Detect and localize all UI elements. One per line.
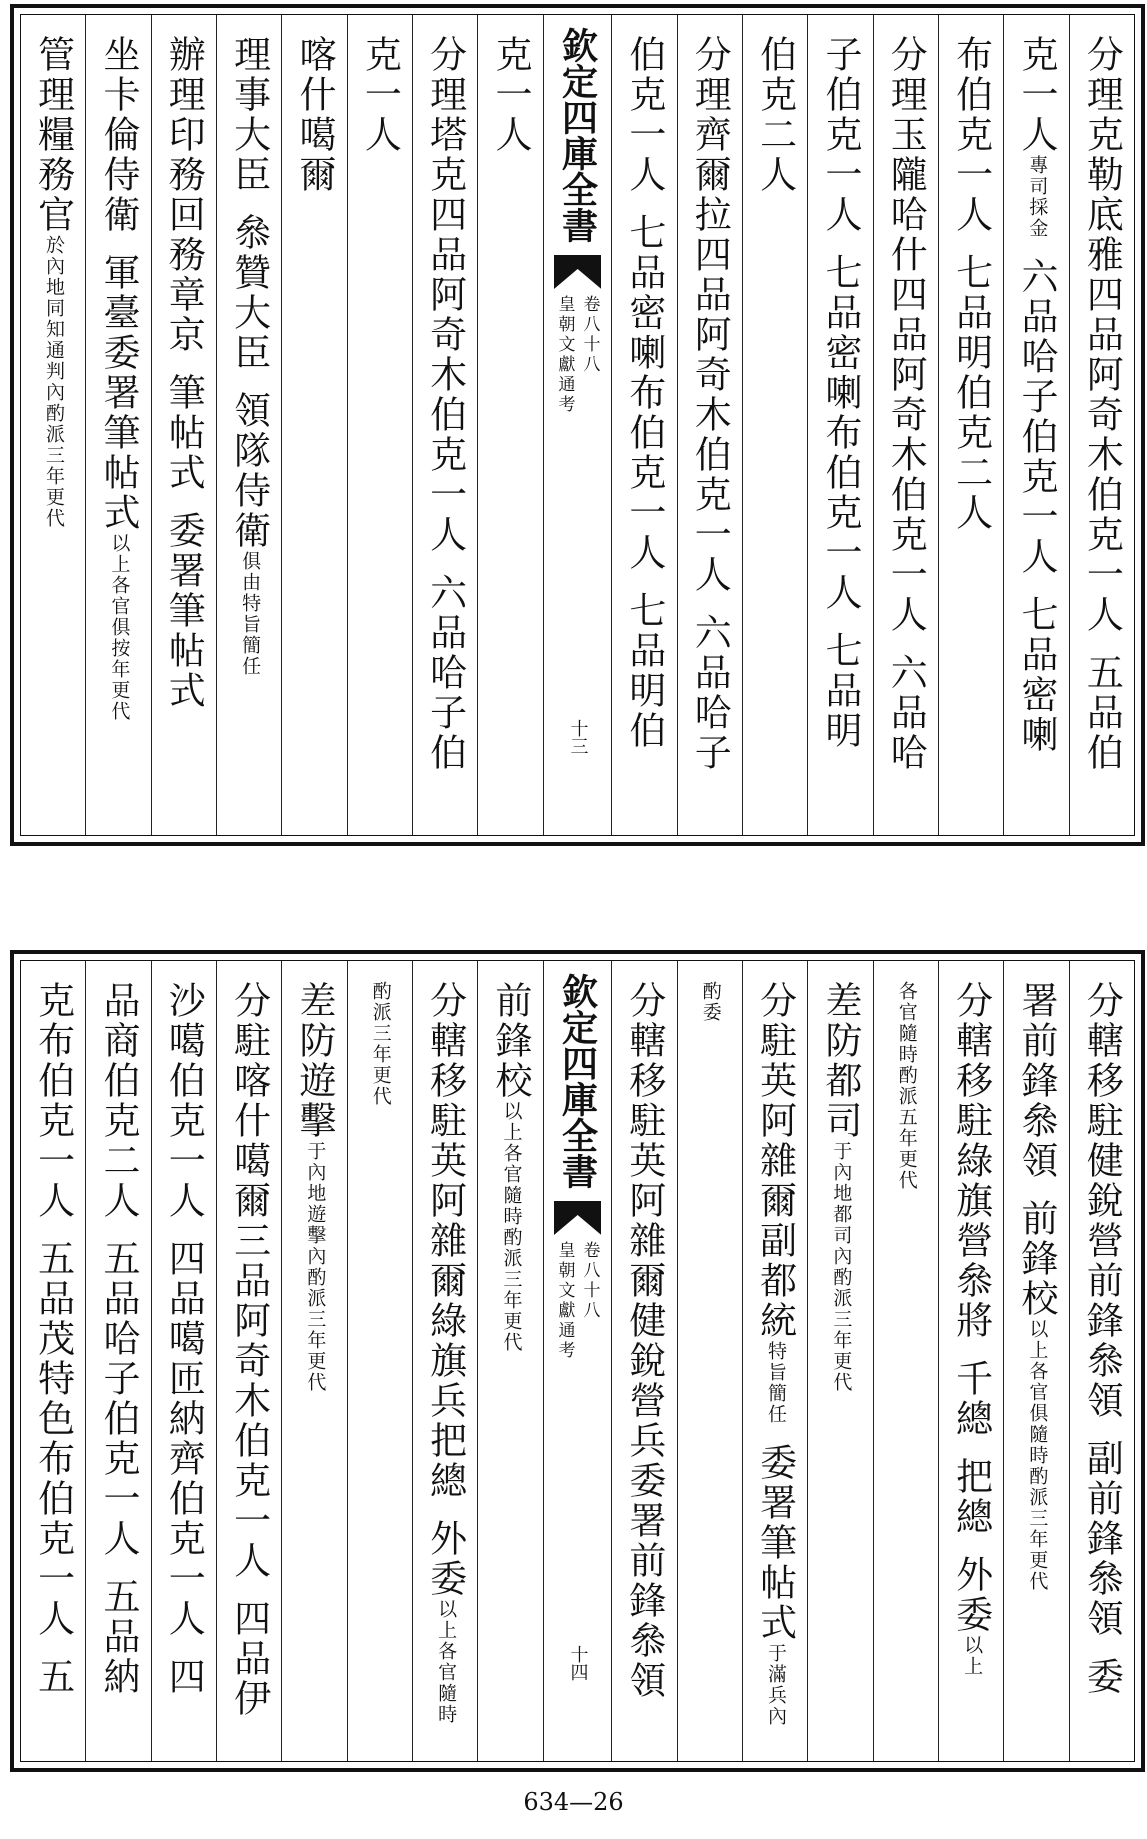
text-column [347, 961, 412, 1761]
annotation: 特旨簡任 [765, 1341, 788, 1425]
section-title: 皇朝文獻通考 [554, 1241, 575, 1361]
leaf-number: 十三 [567, 719, 589, 755]
text-column: 分轄移駐英阿雜爾健銳營兵委署前鋒叅領 [611, 961, 676, 1761]
text-column: 分轄移駐綠旗營叅將 千總 把總 外委 以上 [938, 961, 1003, 1761]
text-column: 沙噶伯克一人 四品噶匝納齊伯克一人 四 [151, 961, 216, 1761]
section-title: 皇朝文獻通考 [554, 295, 575, 415]
text-column: 署前鋒叅領 前鋒校 以上各官俱隨時酌派三年更代 [1003, 961, 1068, 1761]
annotation: 以上各官俱隨時酌派三年更代 [1026, 1319, 1049, 1592]
text-column: 分轄移駐英阿雜爾綠旗兵把總 外委 以上各官隨時 [412, 961, 477, 1761]
text-column: 分理齊爾拉四品阿奇木伯克一人 六品哈子 [677, 15, 742, 835]
text-column [677, 961, 742, 1761]
text-column: 克一人 [477, 15, 542, 835]
text-column: 分理克勒底雅四品阿奇木伯克一人 五品伯 [1069, 15, 1134, 835]
center-fold [543, 15, 612, 835]
annotation: 俱由特旨簡任 [239, 551, 262, 677]
text-column: 克一人 [347, 15, 412, 835]
text-column: 克布伯克一人 五品茂特色布伯克一人 五 [31, 981, 75, 1697]
text-column: 分駐喀什噶爾三品阿奇木伯克一人 四品伊 [216, 961, 281, 1761]
text-column: 伯克一人 七品密喇布伯克一人 七品明伯 [611, 15, 676, 835]
annotation: 專司採金 [1026, 155, 1049, 239]
text-column: 前鋒校 以上各官隨時酌派三年更代 [477, 961, 542, 1761]
text-column: 理事大臣 叅贊大臣 領隊侍衛 俱由特旨簡任 [216, 15, 281, 835]
book-title: 欽定四庫全書 [556, 27, 599, 243]
text-column: 品商伯克二人 五品哈子伯克一人 五品納 [85, 961, 150, 1761]
fish-tail-ornament [554, 255, 601, 289]
annotation: 各官隨時酌派五年更代 [895, 981, 918, 1191]
text-column: 差防都司 于內地都司內酌派三年更代 [807, 961, 872, 1761]
annotation: 酌委 [699, 981, 722, 1023]
book-title: 欽定四庫全書 [556, 973, 599, 1189]
annotation: 以上各官隨時 [435, 1599, 458, 1725]
text-column: 喀什噶爾 [281, 15, 346, 835]
annotation: 以上 [961, 1635, 984, 1677]
center-fold [543, 961, 612, 1761]
text-column: 差防遊擊 于內地遊擊內酌派三年更代 [281, 961, 346, 1761]
leaf-number: 十四 [567, 1645, 589, 1681]
annotation: 於內地同知通判內酌派三年更代 [43, 235, 66, 529]
text-column: 分理玉隴哈什四品阿奇木伯克一人 六品哈 [873, 15, 938, 835]
juan-number: 卷八十八 [579, 1241, 600, 1321]
text-column: 分駐英阿雜爾副都統 特旨簡任 委署筆帖式 于滿兵內 [742, 961, 807, 1761]
text-column: 分轄移駐健銳營前鋒叅領 副前鋒叅領 委 [1069, 961, 1134, 1761]
annotation: 于滿兵內 [765, 1643, 788, 1727]
text-column: 克一人 專司採金 六品哈子伯克一人 七品密喇 [1003, 15, 1068, 835]
juan-number: 卷八十八 [579, 295, 600, 375]
text-column: 管理糧務官 於內地同知通判內酌派三年更代 [31, 35, 75, 529]
text-column: 伯克二人 [742, 15, 807, 835]
text-column [873, 961, 938, 1761]
text-column: 分理塔克四品阿奇木伯克一人 六品哈子伯 [412, 15, 477, 835]
text-column: 辦理印務回務章京 筆帖式 委署筆帖式 [151, 15, 216, 835]
bottom-page [10, 950, 1145, 1772]
annotation: 以上各官俱按年更代 [108, 533, 131, 722]
text-column: 坐卡倫侍衛 軍臺委署筆帖式 以上各官俱按年更代 [85, 15, 150, 835]
top-page [10, 4, 1145, 846]
annotation: 酌派三年更代 [369, 981, 392, 1107]
page-footer-number: 634—26 [523, 1788, 624, 1816]
fish-tail-ornament [554, 1201, 601, 1235]
text-column: 布伯克一人 七品明伯克二人 [938, 15, 1003, 835]
text-column: 子伯克一人 七品密喇布伯克一人 七品明 [807, 15, 872, 835]
annotation: 于內地遊擊內酌派三年更代 [304, 1141, 327, 1393]
annotation: 于內地都司內酌派三年更代 [830, 1141, 853, 1393]
annotation: 以上各官隨時酌派三年更代 [500, 1101, 523, 1353]
